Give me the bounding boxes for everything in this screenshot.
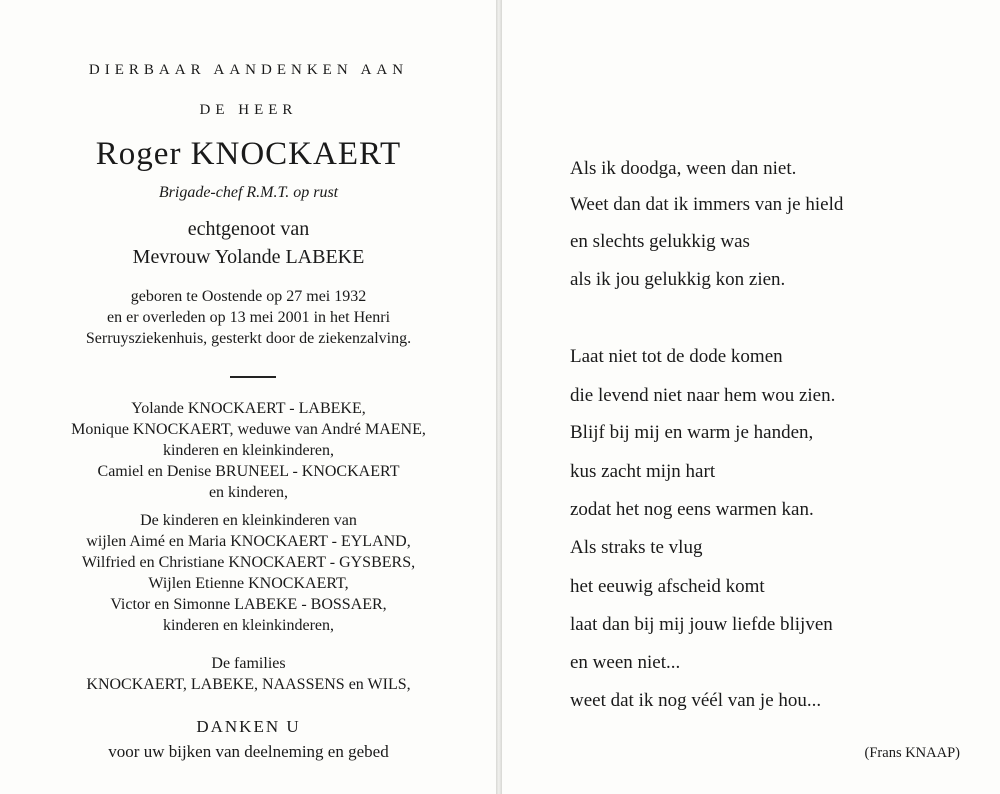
poem-line: Laat niet tot de dode komen: [570, 346, 783, 367]
left-page: [0, 0, 497, 794]
family-line: Wilfried en Christiane KNOCKAERT - GYSBERS,: [81, 554, 416, 571]
poem-line: Als straks te vlug: [570, 537, 703, 558]
poem-line: Weet dan dat ik immers van je hield: [570, 194, 844, 215]
poem-line: Als ik doodga, ween dan niet.: [570, 158, 797, 179]
poem-line: kus zacht mijn hart: [570, 461, 716, 482]
divider: [230, 376, 276, 378]
family-line: wijlen Aimé en Maria KNOCKAERT - EYLAND,: [86, 533, 411, 550]
poem-line: Blijf bij mij en warm je handen,: [570, 422, 814, 443]
thanks-heading: DANKEN U: [196, 717, 301, 736]
thanks-text: voor uw bijken van deelneming en gebed: [108, 742, 389, 761]
family-line: De kinderen en kleinkinderen van: [140, 512, 357, 529]
poem-author: (Frans KNAAP): [864, 745, 960, 761]
spouse-intro: echtgenoot van: [187, 218, 310, 240]
life-line: en er overleden op 13 mei 2001 in het Henri: [106, 309, 391, 326]
family-line: Monique KNOCKAERT, weduwe van André MAENE,: [71, 421, 426, 438]
family-line: kinderen en kleinkinderen,: [162, 617, 335, 634]
family-line: Yolande KNOCKAERT - LABEKE,: [131, 400, 366, 417]
family-line: Victor en Simonne LABEKE - BOSSAER,: [110, 596, 387, 613]
life-line: geboren te Oostende op 27 mei 1932: [130, 288, 367, 305]
poem-line: en slechts gelukkig was: [570, 231, 750, 252]
families: KNOCKAERT, LABEKE, NAASSENS en WILS,: [86, 676, 411, 693]
deceased-name: Roger KNOCKAERT: [95, 136, 402, 172]
deceased-title: Brigade-chef R.M.T. op rust: [158, 184, 339, 201]
life-line: Serruysziekenhuis, gesterkt door de ziekenzalving.: [85, 330, 412, 347]
spouse-name: Mevrouw Yolande LABEKE: [132, 246, 365, 268]
poem-line: en ween niet...: [570, 652, 681, 673]
family-line: en kinderen,: [208, 484, 289, 501]
poem-line: weet dat ik nog véél van je hou...: [570, 690, 822, 711]
poem-line: als ik jou gelukkig kon zien.: [570, 269, 786, 290]
poem-line: zodat het nog eens warmen kan.: [570, 499, 814, 520]
poem-line: die levend niet naar hem wou zien.: [570, 385, 836, 406]
family-line: kinderen en kleinkinderen,: [162, 442, 335, 459]
family-line: Camiel en Denise BRUNEEL - KNOCKAERT: [97, 463, 400, 480]
families-intro: De families: [211, 655, 286, 672]
poem-line: het eeuwig afscheid komt: [570, 576, 765, 597]
poem-line: laat dan bij mij jouw liefde blijven: [570, 614, 833, 635]
family-line: Wijlen Etienne KNOCKAERT,: [148, 575, 349, 592]
salutation: DE HEER: [199, 102, 298, 118]
right-page: [502, 0, 1000, 794]
heading: DIERBAAR AANDENKEN AAN: [88, 62, 409, 78]
